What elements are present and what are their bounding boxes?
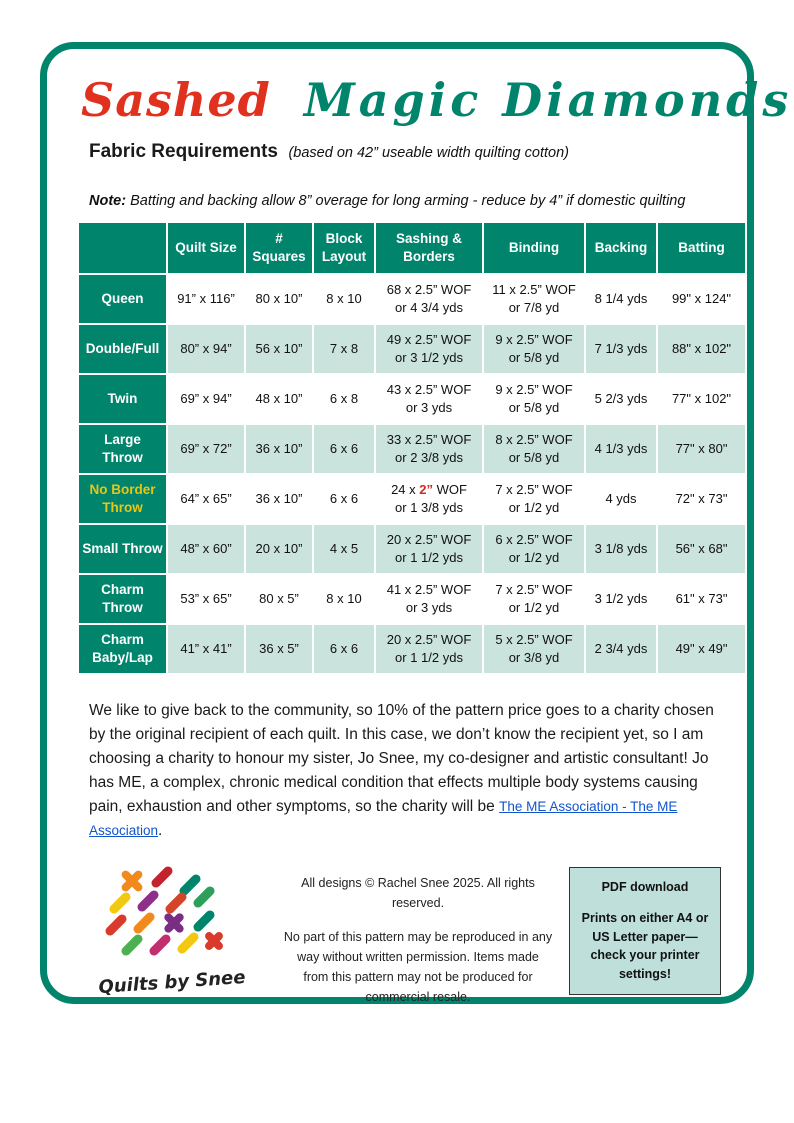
page-title	[81, 73, 793, 127]
table-cell: 41” x 41”	[167, 624, 245, 674]
column-header: Sashing & Borders	[375, 222, 483, 274]
table-cell: 49 x 2.5” WOF or 3 1/2 yds	[375, 324, 483, 374]
table-cell: 48” x 60”	[167, 524, 245, 574]
table-cell: 91” x 116”	[167, 274, 245, 324]
row-label: Double/Full	[78, 324, 167, 374]
table-cell: 8 1/4 yds	[585, 274, 657, 324]
table-row	[78, 474, 746, 524]
row-label: Charm Baby/Lap	[78, 624, 167, 674]
table-cell: 6 x 6	[313, 624, 375, 674]
table-cell: 80 x 10”	[245, 274, 313, 324]
table-cell: 88" x 102"	[657, 324, 746, 374]
pdf-download-box	[569, 867, 721, 995]
table-cell: 43 x 2.5” WOF or 3 yds	[375, 374, 483, 424]
table-header-row	[78, 222, 746, 274]
table-cell: 56 x 10”	[245, 324, 313, 374]
fabric-requirements-heading	[89, 141, 721, 163]
table-cell: 8 x 2.5” WOF or 5/8 yd	[483, 424, 585, 474]
title-sashed: Sashed	[81, 73, 271, 127]
table-cell: 7 1/3 yds	[585, 324, 657, 374]
table-cell: 6 x 2.5” WOF or 1/2 yd	[483, 524, 585, 574]
column-header: # Squares	[245, 222, 313, 274]
table-cell: 5 2/3 yds	[585, 374, 657, 424]
table-cell: 2 3/4 yds	[585, 624, 657, 674]
table-cell: 56" x 68"	[657, 524, 746, 574]
table-cell: 24 x 2” WOF or 1 3/8 yds	[375, 474, 483, 524]
me-association-link[interactable]: The ME Association - The ME Association	[89, 799, 678, 839]
table-cell: 20 x 10”	[245, 524, 313, 574]
table-cell: 9 x 2.5” WOF or 5/8 yd	[483, 374, 585, 424]
table-cell: 4 x 5	[313, 524, 375, 574]
table-row	[78, 574, 746, 624]
quilts-by-snee-logo	[77, 865, 267, 999]
table-cell: 77" x 80"	[657, 424, 746, 474]
table-cell: 7 x 2.5” WOF or 1/2 yd	[483, 474, 585, 524]
table-cell: 41 x 2.5” WOF or 3 yds	[375, 574, 483, 624]
table-cell: 80” x 94”	[167, 324, 245, 374]
table-row	[78, 374, 746, 424]
charity-paragraph	[89, 699, 717, 843]
note-line	[89, 193, 721, 209]
table-row	[78, 424, 746, 474]
table-cell: 53” x 65”	[167, 574, 245, 624]
table-cell: 4 1/3 yds	[585, 424, 657, 474]
copyright-block	[267, 865, 569, 1007]
heading-note: (based on 42” useable width quilting cotton)	[288, 145, 569, 161]
heading-text: Fabric Requirements	[89, 141, 278, 162]
table-row	[78, 624, 746, 674]
table-cell: 36 x 5”	[245, 624, 313, 674]
table-cell: 68 x 2.5” WOF or 4 3/4 yds	[375, 274, 483, 324]
note-text: Batting and backing allow 8” overage for long arming - reduce by 4” if domestic quilting	[126, 193, 686, 209]
table-row	[78, 324, 746, 374]
charity-text-after: .	[158, 822, 163, 840]
table-cell: 4 yds	[585, 474, 657, 524]
table-cell: 6 x 8	[313, 374, 375, 424]
table-cell: 8 x 10	[313, 274, 375, 324]
charity-text-before: We like to give back to the community, so 10% of the pattern price goes to a charity chosen by the original recipient of each quilt. In this case, we don’t know the recipient yet, so I am choosing a charity to honour my sister, Jo Snee, my co-designer and artistic consultant! Jo has ME, a complex, chronic medical condition that effects multiple body systems causing pain, exhaustion and other symptoms, so the charity will be	[89, 702, 714, 816]
table-cell: 7 x 8	[313, 324, 375, 374]
row-label: No Border Throw	[78, 474, 167, 524]
note-label: Note:	[89, 193, 127, 209]
column-header: Binding	[483, 222, 585, 274]
pdf-box-text: Prints on either A4 or US Letter paper—check your printer settings!	[581, 910, 709, 982]
table-row	[78, 524, 746, 574]
table-cell: 77" x 102"	[657, 374, 746, 424]
table-cell: 20 x 2.5” WOF or 1 1/2 yds	[375, 624, 483, 674]
table-cell: 49" x 49"	[657, 624, 746, 674]
table-cell: 9 x 2.5” WOF or 5/8 yd	[483, 324, 585, 374]
column-header	[78, 222, 167, 274]
table-cell: 33 x 2.5” WOF or 2 3/8 yds	[375, 424, 483, 474]
pdf-box-title: PDF download	[601, 880, 689, 895]
table-cell: 80 x 5”	[245, 574, 313, 624]
table-cell: 64” x 65”	[167, 474, 245, 524]
table-row	[78, 274, 746, 324]
row-label: Twin	[78, 374, 167, 424]
reproduction-notice: No part of this pattern may be reproduced in any way without written permission. Items made from this pattern may not be produced for commercial resale.	[283, 930, 553, 1005]
table-cell: 36 x 10”	[245, 424, 313, 474]
row-label: Charm Throw	[78, 574, 167, 624]
table-cell: 61" x 73"	[657, 574, 746, 624]
table-cell: 6 x 6	[313, 424, 375, 474]
copyright-line: All designs © Rachel Snee 2025. All rights reserved.	[301, 876, 535, 911]
table-cell: 99" x 124"	[657, 274, 746, 324]
row-label: Small Throw	[78, 524, 167, 574]
title-magic-diamonds: Magic Diamonds	[303, 73, 793, 127]
row-label: Large Throw	[78, 424, 167, 474]
table-cell: 7 x 2.5” WOF or 1/2 yd	[483, 574, 585, 624]
footer	[77, 865, 721, 1007]
table-cell: 11 x 2.5” WOF or 7/8 yd	[483, 274, 585, 324]
column-header: Quilt Size	[167, 222, 245, 274]
column-header: Batting	[657, 222, 746, 274]
table-cell: 20 x 2.5” WOF or 1 1/2 yds	[375, 524, 483, 574]
column-header: Block Layout	[313, 222, 375, 274]
table-cell: 3 1/2 yds	[585, 574, 657, 624]
table-cell: 69” x 94”	[167, 374, 245, 424]
table-cell: 36 x 10”	[245, 474, 313, 524]
table-cell: 72" x 73"	[657, 474, 746, 524]
column-header: Backing	[585, 222, 657, 274]
table-cell: 48 x 10”	[245, 374, 313, 424]
logo-wordmark: Quilts by Snee	[97, 966, 247, 999]
table-cell: 6 x 6	[313, 474, 375, 524]
quilts-by-snee-logo-icon	[97, 865, 247, 965]
table-cell: 3 1/8 yds	[585, 524, 657, 574]
table-cell: 69” x 72”	[167, 424, 245, 474]
fabric-requirements-table	[77, 221, 747, 675]
table-cell: 5 x 2.5” WOF or 3/8 yd	[483, 624, 585, 674]
row-label: Queen	[78, 274, 167, 324]
table-cell: 8 x 10	[313, 574, 375, 624]
page-border-frame	[40, 42, 793, 1005]
